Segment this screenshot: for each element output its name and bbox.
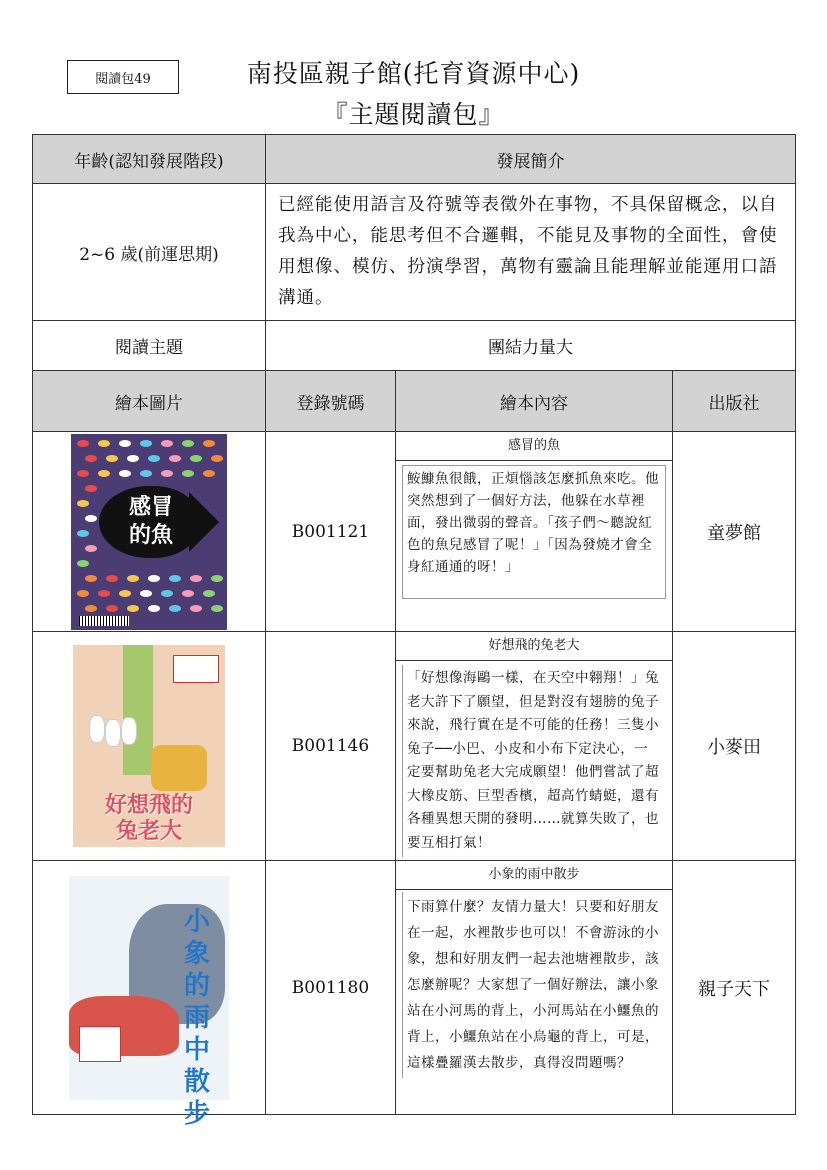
age-value: 2~6 歲(前運思期) — [33, 184, 266, 321]
small-fish — [85, 605, 97, 612]
age-header: 年齡(認知發展階段) — [33, 135, 266, 184]
library-stamp — [173, 655, 219, 683]
small-fish — [119, 470, 131, 477]
table-row — [33, 632, 796, 861]
book-cover-image — [73, 645, 225, 847]
cover-title-line: 雨中 — [183, 1002, 210, 1065]
small-fish — [127, 455, 139, 462]
sofa-shape — [151, 745, 207, 791]
cover-title-line: 小象 — [183, 906, 210, 969]
small-fish — [190, 455, 202, 462]
small-fish — [77, 470, 89, 477]
small-fish — [85, 485, 97, 492]
small-fish — [169, 575, 181, 582]
book-description: 鮟鱇魚很餓，正煩惱該怎麼抓魚來吃。他突然想到了一個好方法，他躲在水草裡面，發出微弱的聲音。「孩子們～聽說紅色的魚兒感冒了呢！」「因為發燒才會全身紅通通的呀！」 — [402, 465, 666, 599]
header-row — [33, 135, 796, 184]
small-fish — [148, 455, 160, 462]
small-fish — [106, 455, 118, 462]
small-fish — [190, 605, 202, 612]
columns-row — [33, 371, 796, 432]
small-fish — [161, 590, 173, 597]
small-fish — [119, 590, 131, 597]
book-cover-image — [71, 434, 227, 630]
small-fish — [140, 590, 152, 597]
small-fish — [203, 470, 215, 477]
fish-tail — [189, 492, 219, 552]
small-fish — [211, 605, 223, 612]
book-content — [396, 432, 673, 632]
small-fish — [77, 530, 89, 537]
book-publisher: 小麥田 — [673, 632, 796, 861]
small-fish — [211, 455, 223, 462]
cover-title-line: 散步 — [183, 1066, 210, 1129]
cover-title — [179, 906, 215, 1130]
small-fish — [98, 590, 110, 597]
book-publisher: 童夢館 — [673, 432, 796, 632]
cover-title-line: 兔老大 — [115, 819, 182, 844]
small-fish — [182, 470, 194, 477]
small-fish — [203, 440, 215, 447]
small-fish — [77, 500, 89, 507]
page-title: 南投區親子館(托育資源中心) — [246, 59, 581, 88]
small-fish — [140, 440, 152, 447]
small-fish — [77, 440, 89, 447]
theme-row — [33, 321, 796, 371]
book-code: B001180 — [266, 861, 396, 1115]
cover-title-line: 的魚 — [128, 522, 173, 548]
book-title: 好想飛的兔老大 — [396, 632, 672, 661]
small-fish — [182, 590, 194, 597]
small-fish — [106, 605, 118, 612]
curtain-shape — [123, 645, 153, 775]
small-fish — [161, 470, 173, 477]
col-content: 繪本內容 — [396, 371, 673, 432]
theme-value: 團結力量大 — [266, 321, 796, 371]
book-description: 下雨算什麼？友情力量大！只要和好朋友在一起，水裡散步也可以！不會游泳的小象，想和好朋友們一起去池塘裡散步，該怎麼辦呢？大家想了一個好辦法，讓小象站在小河馬的背上，小河馬站在小鱷魚的背上，小鱷魚站在小烏龜的背上，可是，這樣疊羅漢去散步，真得沒問題嗎？ — [402, 892, 666, 1078]
intro-header: 發展簡介 — [266, 135, 796, 184]
small-fish — [127, 575, 139, 582]
small-fish — [140, 470, 152, 477]
stage-row — [33, 184, 796, 321]
small-fish — [169, 455, 181, 462]
page-subtitle: 『主題閱讀包』 — [322, 100, 505, 129]
reading-pack-table — [32, 134, 796, 1129]
book-content — [396, 861, 673, 1115]
small-fish — [127, 605, 139, 612]
book-code: B001121 — [266, 432, 396, 632]
book-publisher: 親子天下 — [673, 861, 796, 1115]
book-cover-cell — [33, 632, 266, 861]
rabbit-shape — [105, 719, 121, 747]
small-fish — [77, 560, 89, 567]
small-fish — [85, 575, 97, 582]
small-fish — [85, 455, 97, 462]
rabbit-shape — [89, 715, 105, 743]
book-cover-image — [69, 876, 229, 1129]
book-code: B001146 — [266, 632, 396, 861]
table-row — [33, 432, 796, 632]
barcode — [79, 616, 129, 626]
small-fish — [203, 590, 215, 597]
book-content — [396, 632, 673, 861]
book-title: 感冒的魚 — [396, 432, 672, 461]
stage-description: 已經能使用語言及符號等表徵外在事物，不具保留概念，以自我為中心，能思考但不合邏輯，不能見及事物的全面性，會使用想像、模仿、扮演學習，萬物有靈論且能理解並能運用口語溝通。 — [266, 184, 796, 321]
book-cover-cell — [33, 861, 266, 1129]
cover-title-line: 好想飛的 — [104, 793, 193, 818]
small-fish — [98, 440, 110, 447]
book-title: 小象的雨中散步 — [396, 861, 672, 890]
col-publisher: 出版社 — [673, 371, 796, 432]
small-fish — [119, 440, 131, 447]
table-row — [33, 861, 796, 1115]
cover-title — [73, 793, 225, 845]
cover-title-line: 的 — [183, 970, 210, 1001]
small-fish — [190, 575, 202, 582]
small-fish — [169, 605, 181, 612]
small-fish — [106, 575, 118, 582]
cover-title-line: 感冒 — [128, 494, 173, 520]
small-fish — [85, 545, 97, 552]
small-fish — [85, 515, 97, 522]
book-description: 「好想像海鷗一樣，在天空中翱翔！」兔老大許下了願望，但是對沒有翅膀的兔子來說，飛行實在是不可能的任務！三隻小兔子──小巴、小皮和小布下定決心，一定要幫助兔老大完成願望！他們嘗試了超大橡皮筋、巨型香檳，超高竹蜻蜓，還有各種異想天開的發明……就算失敗了，也要互相打氣！ — [402, 665, 666, 857]
small-fish — [148, 605, 160, 612]
rabbit-shape — [121, 717, 137, 745]
small-fish — [161, 440, 173, 447]
small-fish — [148, 575, 160, 582]
theme-label: 閱讀主題 — [33, 321, 266, 371]
book-cover-cell — [33, 432, 266, 632]
library-stamp — [79, 1026, 121, 1062]
cover-title — [111, 494, 191, 550]
small-fish — [182, 440, 194, 447]
small-fish — [98, 470, 110, 477]
pack-label: 閱讀包49 — [67, 60, 179, 94]
col-image: 繪本圖片 — [33, 371, 266, 432]
small-fish — [77, 590, 89, 597]
small-fish — [211, 575, 223, 582]
col-code: 登錄號碼 — [266, 371, 396, 432]
